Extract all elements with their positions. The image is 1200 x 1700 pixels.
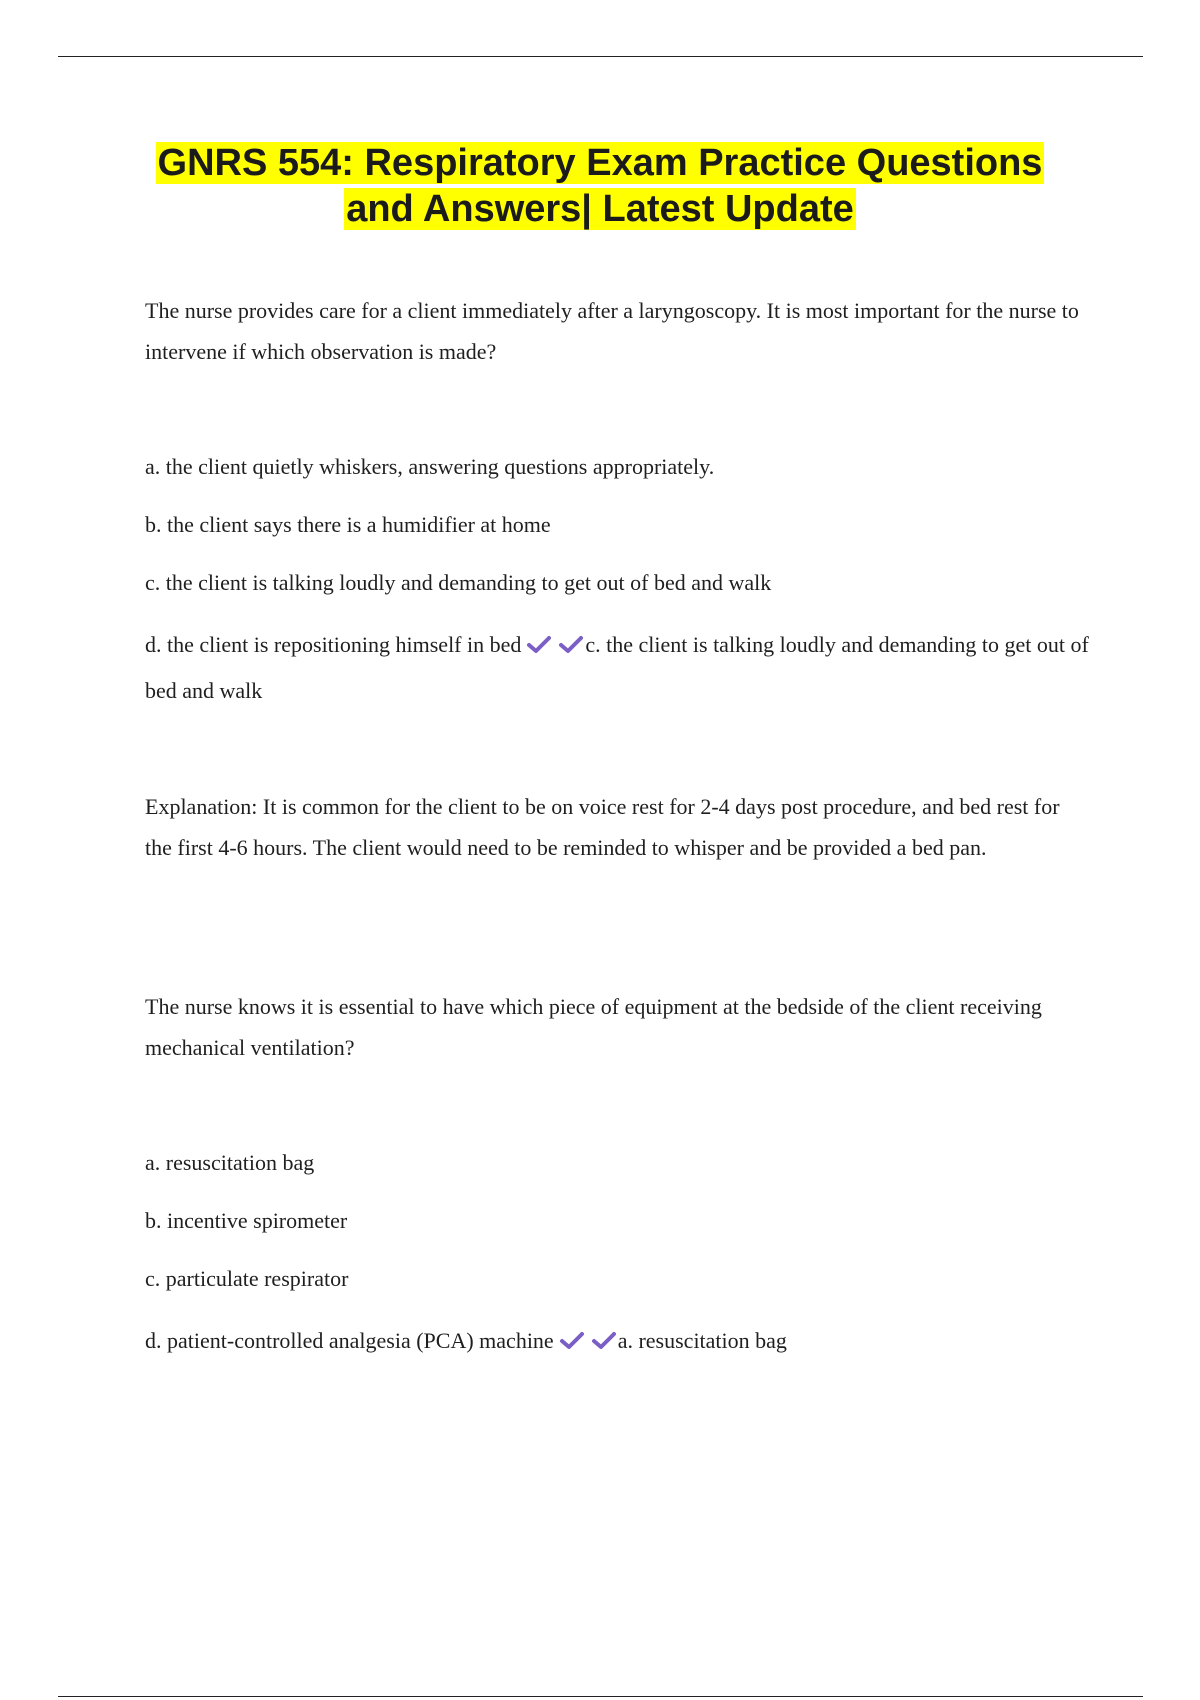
check-icon — [590, 1329, 618, 1351]
question-2-option-d-row — [145, 1318, 1090, 1364]
top-rule — [58, 56, 1143, 57]
question-2-option-b: b. incentive spirometer — [145, 1208, 348, 1233]
check-icon — [525, 633, 553, 655]
question-1-explanation: Explanation: It is common for the client to be on voice rest for 2-4 days post procedure, and bed rest for the first 4-6 hours. The client would need to be reminded to whisper and be provided a bed pan. — [145, 794, 1060, 860]
bottom-rule — [58, 1696, 1143, 1697]
question-1-option-a: a. the client quietly whiskers, answering questions appropriately. — [145, 454, 715, 479]
check-icon — [558, 1329, 586, 1351]
question-1-prompt: The nurse provides care for a client immediately after a laryngoscopy. It is most important for the nurse to intervene if which observation is made? — [145, 298, 1079, 364]
question-2-option-c: c. particulate respirator — [145, 1266, 349, 1291]
title-line-1: GNRS 554: Respiratory Exam Practice Questions — [157, 142, 1043, 184]
question-1-option-d-row — [145, 622, 1090, 714]
check-icon — [557, 633, 585, 655]
title-line-2: and Answers| Latest Update — [346, 188, 854, 230]
question-1-option-b: b. the client says there is a humidifier at home — [145, 512, 551, 537]
page-title — [100, 140, 1100, 232]
question-1-option-c: c. the client is talking loudly and demanding to get out of bed and walk — [145, 570, 772, 595]
question-1-answer: c. the client is talking loudly and demanding to get out of bed and walk — [145, 632, 1089, 703]
question-1-option-d: d. the client is repositioning himself in bed — [145, 632, 522, 657]
question-2-option-d: d. patient-controlled analgesia (PCA) machine — [145, 1328, 554, 1353]
question-2-answer: a. resuscitation bag — [617, 1328, 787, 1353]
question-2-option-a: a. resuscitation bag — [145, 1150, 315, 1175]
question-2-prompt: The nurse knows it is essential to have which piece of equipment at the bedside of the client receiving mechanical ventilation? — [145, 994, 1042, 1060]
